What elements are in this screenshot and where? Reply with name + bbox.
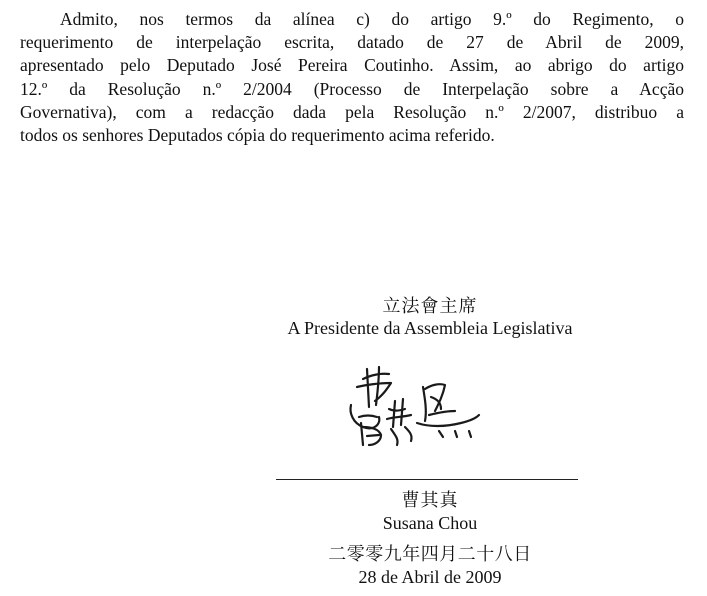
signatory-title-chinese: 立法會主席 xyxy=(382,296,478,316)
paragraph-line-5: Governativa), com a redacção dada pela Resolução n.º 2/2007, distribuo a xyxy=(20,101,684,122)
body-paragraph xyxy=(20,8,684,147)
signatory-name-portuguese: Susana Chou xyxy=(382,513,478,533)
signatory-name-chinese: 曹其真 xyxy=(401,490,459,510)
signatory-title-portuguese: A Presidente da Assembleia Legislativa xyxy=(287,318,573,338)
date-portuguese: 28 de Abril de 2009 xyxy=(358,567,502,587)
paragraph-line-6: todos os senhores Deputados cópia do requerimento acima referido. xyxy=(20,124,495,145)
paragraph-line-4: 12.º da Resolução n.º 2/2004 (Processo de Interpelação sobre a Acção xyxy=(20,78,684,99)
handwritten-signature xyxy=(345,365,485,450)
paragraph-line-1: Admito, nos termos da alínea c) do artigo 9.º do Regimento, o xyxy=(60,9,684,29)
paragraph-line-2: requerimento de interpelação escrita, datado de 27 de Abril de 2009, xyxy=(20,32,684,53)
paragraph-line-3: apresentado pelo Deputado José Pereira Coutinho. Assim, ao abrigo do artigo xyxy=(20,55,684,76)
signature-line xyxy=(276,479,578,480)
date-chinese: 二零零九年四月二十八日 xyxy=(328,544,532,564)
